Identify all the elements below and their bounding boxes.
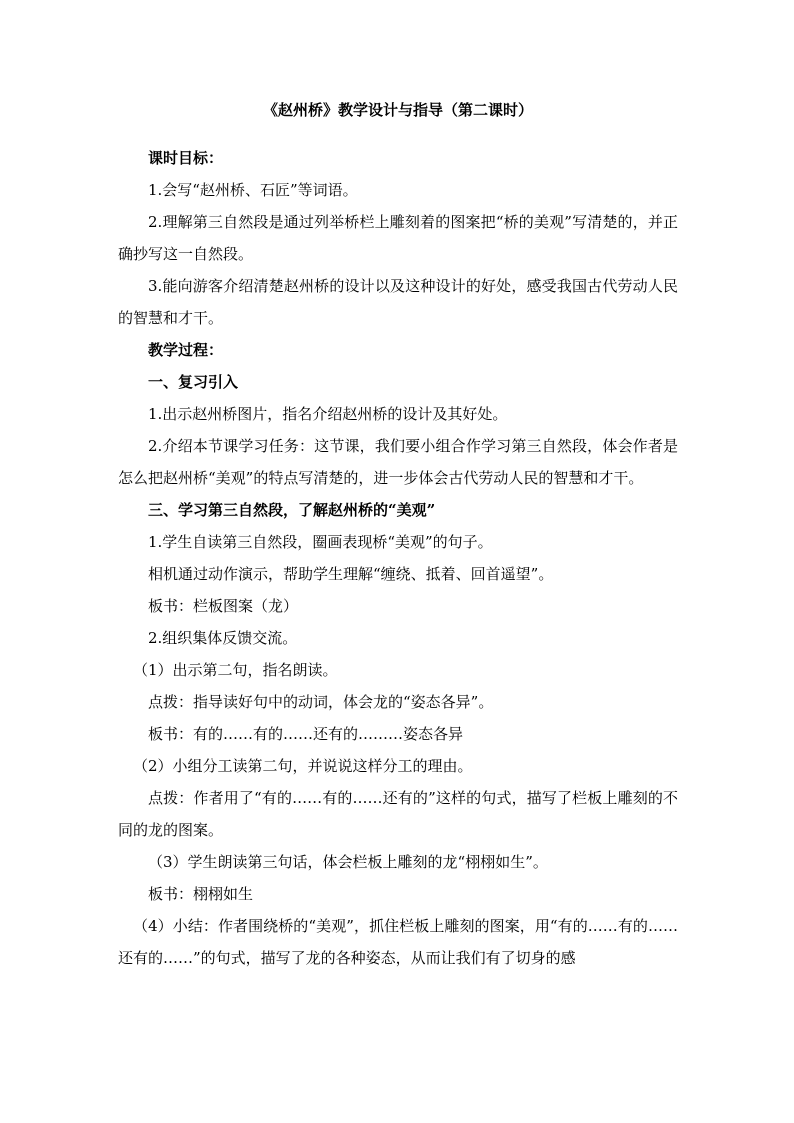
study-substep-2: （2）小组分工读第二句，并说说这样分工的理由。	[133, 757, 473, 775]
subheading-review: 一、复习引入	[148, 373, 239, 391]
board-note-1: 板书：栏板图案（龙）	[148, 597, 299, 615]
document-title: 《赵州桥》教学设计与指导（第二课时）	[262, 101, 533, 119]
board-note-3: 板书：栩栩如生	[148, 885, 254, 903]
review-step-1: 1.出示赵州桥图片，指名介绍赵州桥的设计及其好处。	[148, 405, 508, 423]
section-heading-objectives: 课时目标：	[148, 149, 224, 167]
study-substep-4: （4）小结：作者围绕桥的“美观”，抓住栏板上雕刻的图案，用“有的……有的……还有的……”的句式，描写了龙的各种姿态，从而让我们有了切身的感	[118, 917, 678, 967]
objective-3: 3.能向游客介绍清楚赵州桥的设计以及这种设计的好处，感受我国古代劳动人民的智慧和才干。	[118, 277, 678, 327]
study-step-2: 2.组织集体反馈交流。	[148, 629, 298, 647]
review-step-2: 2.介绍本节课学习任务：这节课，我们要小组合作学习第三自然段，体会作者是怎么把赵州桥“美观”的特点写清楚的，进一步体会古代劳动人民的智慧和才干。	[118, 437, 678, 487]
study-note-demo: 相机通过动作演示，帮助学生理解“缠绕、抵着、回首遥望”。	[148, 565, 554, 583]
objective-1: 1.会写“赵州桥、石匠”等词语。	[148, 181, 358, 199]
study-step-1: 1.学生自读第三自然段，圈画表现桥“美观”的句子。	[148, 533, 493, 551]
guidance-note-2: 点拨：作者用了“有的……有的……还有的”这样的句式，描写了栏板上雕刻的不同的龙的图案。	[118, 789, 678, 839]
study-substep-1: （1）出示第二句，指名朗读。	[133, 661, 338, 679]
guidance-note-1: 点拨：指导读好句中的动词，体会龙的“姿态各异”。	[148, 693, 494, 711]
subheading-study-paragraph-3: 三、学习第三自然段，了解赵州桥的“美观”	[148, 501, 436, 519]
study-substep-3: （3）学生朗读第三句话，体会栏板上雕刻的龙“栩栩如生”。	[148, 853, 548, 871]
document-content	[118, 96, 678, 974]
objective-2: 2.理解第三自然段是通过列举桥栏上雕刻着的图案把“桥的美观”写清楚的，并正确抄写这一自然段。	[118, 213, 678, 263]
section-heading-process: 教学过程：	[148, 341, 224, 359]
board-note-2: 板书：有的……有的……还有的………姿态各异	[148, 725, 464, 743]
